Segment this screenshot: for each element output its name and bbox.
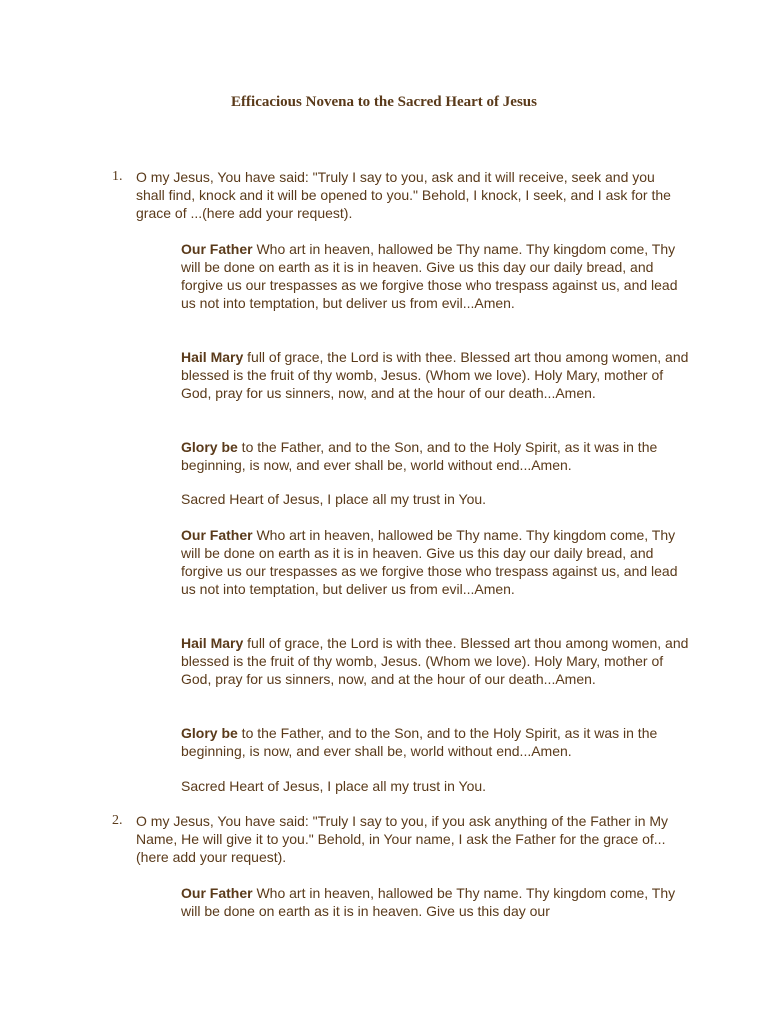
prayer-our-father xyxy=(181,526,691,598)
prayer-glory-be xyxy=(181,724,691,760)
prayer-hail-mary xyxy=(181,348,691,402)
prayer-lead: Glory be xyxy=(181,439,238,455)
prayer-text: Who art in heaven, hallowed be Thy name. Thy kingdom come, Thy will be done on earth as it is in heaven. Give us this day our daily bread, and forgive us our trespasses as we forgive those who trespass against us, and lead us not into temptation, but deliver us from evil...Amen. xyxy=(181,241,678,311)
prayer-text: full of grace, the Lord is with thee. Blessed art thou among women, and blessed is the fruit of thy womb, Jesus. (Whom we love). Holy Mary, mother of God, pray for us sinners, now, and at the hour of our death...Amen. xyxy=(181,635,689,687)
prayer-sacred-heart xyxy=(181,777,691,795)
document-title: Efficacious Novena to the Sacred Heart of Jesus xyxy=(231,94,537,110)
prayer-our-father xyxy=(181,240,691,312)
prayer-text: Who art in heaven, hallowed be Thy name. Thy kingdom come, Thy will be done on earth as it is in heaven. Give us this day our daily bread, and forgive us our trespasses as we forgive those who trespass against us, and lead us not into temptation, but deliver us from evil...Amen. xyxy=(181,527,678,597)
prayer-hail-mary xyxy=(181,634,691,688)
prayer-text: Sacred Heart of Jesus, I place all my trust in You. xyxy=(181,778,487,794)
prayer-lead: Hail Mary xyxy=(181,635,244,651)
prayer-lead: Hail Mary xyxy=(181,349,244,365)
prayer-lead: Our Father xyxy=(181,885,253,901)
prayer-lead: Our Father xyxy=(181,527,253,543)
petition-paragraph: O my Jesus, You have said: "Truly I say to you, if you ask anything of the Father in My Name, He will give it to you." Behold, in Your name, I ask the Father for the grace of...(here add your request). xyxy=(136,813,669,865)
prayer-our-father xyxy=(181,884,691,920)
prayer-lead: Our Father xyxy=(181,241,253,257)
petition-paragraph: O my Jesus, You have said: "Truly I say to you, ask and it will receive, seek and you shall find, knock and it will be opened to you." Behold, I knock, I seek, and I ask for the grace of ...(here add your request). xyxy=(136,169,671,221)
prayer-text: Sacred Heart of Jesus, I place all my trust in You. xyxy=(181,491,487,507)
section-number: 2. xyxy=(112,813,123,828)
prayer-lead: Glory be xyxy=(181,725,238,741)
prayer-sacred-heart xyxy=(181,490,691,508)
prayer-text: full of grace, the Lord is with thee. Blessed art thou among women, and blessed is the fruit of thy womb, Jesus. (Whom we love). Holy Mary, mother of God, pray for us sinners, now, and at the hour of our death...Amen. xyxy=(181,349,689,401)
prayer-text: Who art in heaven, hallowed be Thy name. Thy kingdom come, Thy will be done on earth as it is in heaven. Give us this day our xyxy=(181,885,676,919)
prayer-text: to the Father, and to the Son, and to the Holy Spirit, as it was in the beginning, is now, and ever shall be, world without end...Amen. xyxy=(181,439,658,473)
prayer-text: to the Father, and to the Son, and to the Holy Spirit, as it was in the beginning, is now, and ever shall be, world without end...Amen. xyxy=(181,725,658,759)
section-number: 1. xyxy=(112,169,123,184)
prayer-glory-be xyxy=(181,438,691,474)
